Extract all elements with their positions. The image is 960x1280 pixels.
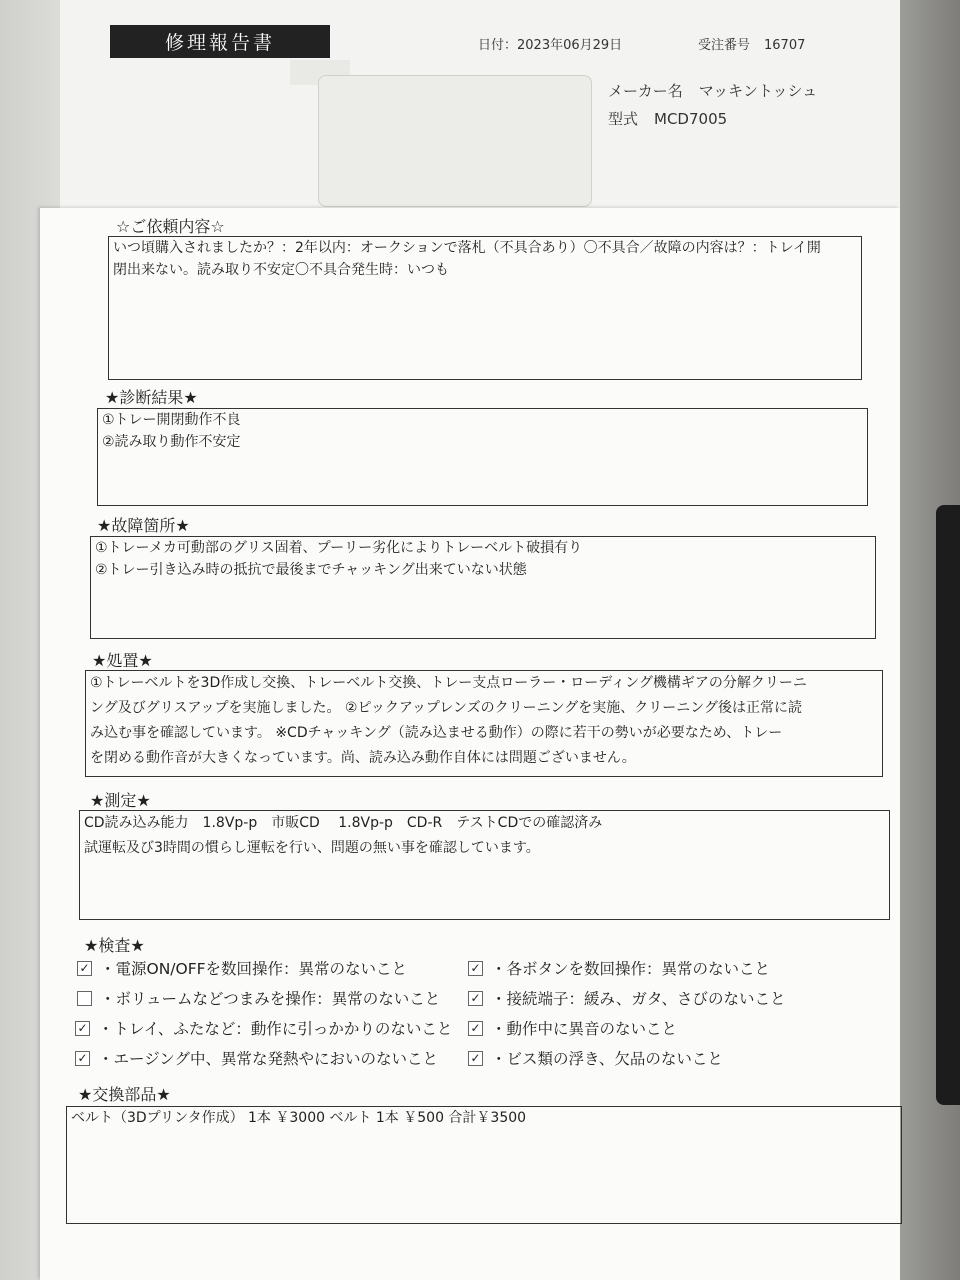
diagnosis-title: ★診断結果★ bbox=[105, 388, 198, 407]
order-number-label: 受注番号 bbox=[698, 38, 751, 53]
checkbox[interactable]: ✓ bbox=[77, 961, 92, 976]
fault-box bbox=[90, 536, 876, 639]
model-value: MCD7005 bbox=[654, 110, 728, 128]
inspection-item-buttons bbox=[468, 957, 770, 979]
request-box bbox=[108, 236, 862, 380]
measurement-line: 試運転及び3時間の慣らし運転を行い、問題の無い事を確認しています。 bbox=[84, 840, 540, 856]
inspection-label: ・トレイ、ふたなど：動作に引っかかりのないこと bbox=[98, 1020, 453, 1038]
treatment-box bbox=[85, 670, 883, 777]
request-line: いつ頃購入されましたか？：2年以内：オークションで落札（不具合あり）〇不具合／故障の内容は？：トレイ開 bbox=[113, 240, 821, 256]
fault-line: ②トレー引き込み時の抵抗で最後までチャッキング出来ていない状態 bbox=[95, 562, 527, 578]
checkbox[interactable]: ✓ bbox=[468, 1021, 483, 1036]
order-number bbox=[698, 34, 805, 53]
parts-title: ★交換部品★ bbox=[78, 1085, 171, 1104]
request-line: 閉出来ない。読み取り不安定〇不具合発生時：いつも bbox=[113, 262, 449, 278]
treatment-line: を閉める動作音が大きくなっています。尚、読み込み動作自体には問題ございません。 bbox=[90, 750, 636, 766]
diagnosis-line: ①トレー開閉動作不良 bbox=[102, 412, 241, 428]
checkbox[interactable]: ✓ bbox=[75, 1051, 90, 1066]
diagnosis-line: ②読み取り動作不安定 bbox=[102, 434, 241, 450]
measurement-line: CD読み込み能力 1.8Vp-p 市販CD 1.8Vp-p CD-R テストCDでの確認済み bbox=[84, 815, 603, 831]
treatment-line: ①トレーベルトを3D作成し交換、トレーベルト交換、トレー支点ローラー・ローディング機構ギアの分解クリーニ bbox=[90, 675, 807, 691]
inspection-label: ・エージング中、異常な発熱やにおいのないこと bbox=[98, 1050, 438, 1068]
treatment-title: ★処置★ bbox=[92, 651, 153, 670]
model-label: 型式 bbox=[608, 110, 639, 128]
treatment-line: ング及びグリスアップを実施しました。 ②ピックアップレンズのクリーニングを実施、クリーニング後は正常に読 bbox=[90, 700, 803, 716]
checkbox[interactable]: ✓ bbox=[468, 1051, 483, 1066]
maker-value: マッキントッシュ bbox=[698, 82, 818, 100]
report-date: 日付：2023年06月29日 bbox=[478, 38, 623, 53]
fault-title: ★故障箇所★ bbox=[97, 516, 190, 535]
checkbox[interactable]: ✓ bbox=[468, 961, 483, 976]
envelope-window bbox=[318, 75, 592, 207]
diagnosis-box bbox=[97, 408, 868, 506]
report-title: 修理報告書 bbox=[110, 25, 330, 58]
device-edge bbox=[936, 505, 960, 1105]
inspection-item-terminals bbox=[468, 987, 786, 1009]
inspection-label: ・各ボタンを数回操作：異常のないこと bbox=[491, 960, 771, 978]
fault-line: ①トレーメカ可動部のグリス固着、プーリー劣化によりトレーベルト破損有り bbox=[95, 540, 583, 556]
checkbox[interactable] bbox=[77, 991, 92, 1006]
inspection-item-volume bbox=[77, 987, 440, 1009]
parts-line: ベルト（3Dプリンタ作成） 1本 ￥3000 ベルト 1本 ￥500 合計￥3500 bbox=[71, 1110, 527, 1126]
inspection-item-aging bbox=[75, 1047, 438, 1069]
maker-label: メーカー名 bbox=[608, 82, 683, 100]
measurement-box bbox=[79, 810, 890, 920]
checkbox[interactable]: ✓ bbox=[468, 991, 483, 1006]
order-number-value: 16707 bbox=[764, 38, 806, 53]
inspection-item-noise bbox=[468, 1017, 677, 1039]
parts-box bbox=[66, 1106, 902, 1224]
inspection-item-power bbox=[77, 957, 407, 979]
treatment-line: み込む事を確認しています。 ※CDチャッキング（読み込ませる動作）の際に若干の勢いが必要なため、トレー bbox=[90, 725, 783, 741]
checkbox[interactable]: ✓ bbox=[75, 1021, 90, 1036]
inspection-label: ・電源ON/OFFを数回操作：異常のないこと bbox=[100, 960, 408, 978]
inspection-item-tray bbox=[75, 1017, 452, 1039]
inspection-label: ・接続端子：緩み、ガタ、さびのないこと bbox=[491, 990, 786, 1008]
inspection-label: ・ボリュームなどつまみを操作：異常のないこと bbox=[100, 990, 441, 1008]
measurement-title: ★測定★ bbox=[90, 791, 151, 810]
inspection-label: ・ビス類の浮き、欠品のないこと bbox=[491, 1050, 723, 1068]
inspection-item-screws bbox=[468, 1047, 723, 1069]
model bbox=[608, 108, 727, 129]
inspection-title: ★検査★ bbox=[84, 936, 145, 955]
maker bbox=[608, 80, 817, 101]
request-title: ☆ご依頼内容☆ bbox=[116, 217, 225, 236]
inspection-label: ・動作中に異音のないこと bbox=[491, 1020, 678, 1038]
